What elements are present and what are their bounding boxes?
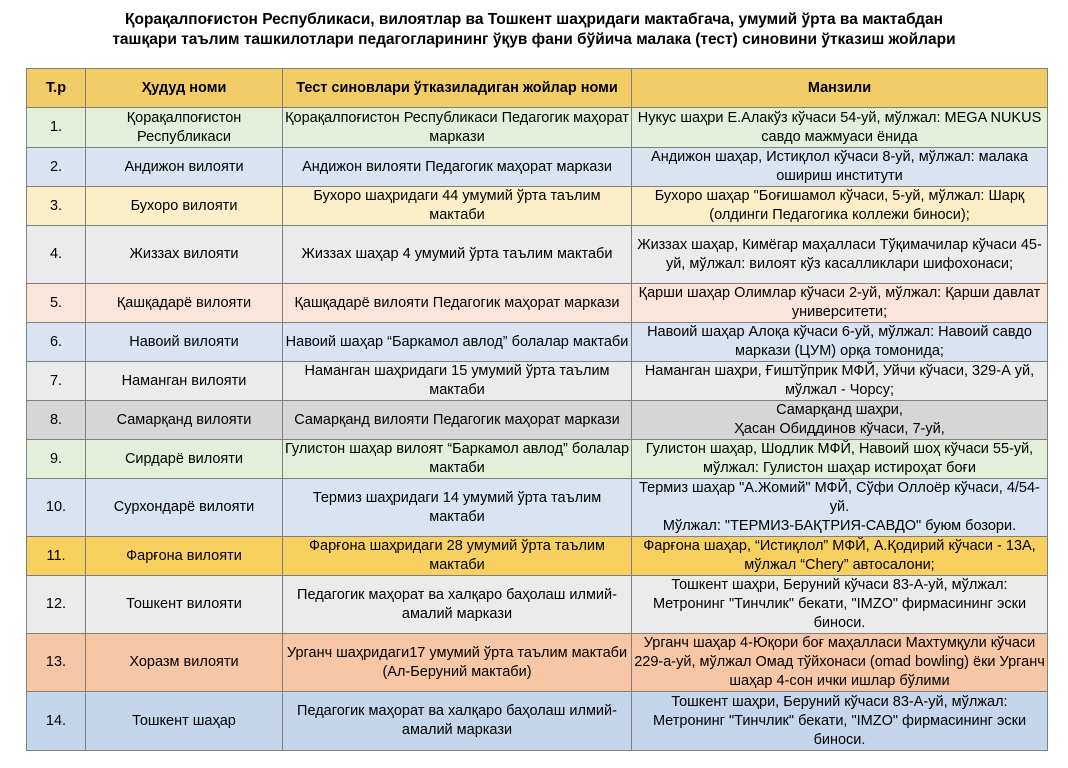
row-place: Педагогик маҳорат ва халқаро баҳолаш илмий-амалий маркази bbox=[283, 576, 632, 634]
row-place: Қашқадарё вилояти Педагогик маҳорат маркази bbox=[283, 284, 632, 323]
row-region: Навоий вилояти bbox=[86, 323, 283, 362]
row-number: 14. bbox=[27, 692, 86, 751]
row-number: 8. bbox=[27, 401, 86, 440]
table-row bbox=[27, 108, 1048, 148]
row-address: Навоий шаҳар Алоқа кўчаси 6-уй, мўлжал: Навоий савдо маркази (ЦУМ) орқа томонида; bbox=[632, 323, 1048, 362]
table-row bbox=[27, 226, 1048, 284]
table-row bbox=[27, 148, 1048, 187]
table-row bbox=[27, 479, 1048, 537]
row-region: Қорақалпоғистон Республикаси bbox=[86, 108, 283, 148]
table-row bbox=[27, 576, 1048, 634]
table-row bbox=[27, 692, 1048, 751]
document-title bbox=[0, 10, 1068, 50]
row-region: Қашқадарё вилояти bbox=[86, 284, 283, 323]
table-row bbox=[27, 187, 1048, 226]
table-row bbox=[27, 634, 1048, 692]
title-line-2: ташқари таълим ташкилотлари педагогларининг ўқув фани бўйича малака (тест) синовини ўтказиш жойлари bbox=[112, 31, 956, 48]
row-place: Жиззах шаҳар 4 умумий ўрта таълим мактаби bbox=[283, 226, 632, 284]
row-place: Андижон вилояти Педагогик маҳорат маркази bbox=[283, 148, 632, 187]
row-address: Тошкент шаҳри, Беруний кўчаси 83-А-уй, мўлжал: Метронинг "Тинчлик" бекати, "IMZO" фирмасининг эски биноси. bbox=[632, 692, 1048, 751]
row-region: Жиззах вилояти bbox=[86, 226, 283, 284]
row-address: Термиз шаҳар "А.Жомий" МФЙ, Сўфи Оллоёр кўчаси, 4/54-уй. Мўлжал: "ТЕРМИЗ-БАҚТРИЯ-САВДО" буюм бозори. bbox=[632, 479, 1048, 537]
row-number: 13. bbox=[27, 634, 86, 692]
row-number: 7. bbox=[27, 362, 86, 401]
table-row bbox=[27, 362, 1048, 401]
row-place: Бухоро шаҳридаги 44 умумий ўрта таълим мактаби bbox=[283, 187, 632, 226]
header-region: Ҳудуд номи bbox=[86, 69, 283, 108]
row-place: Гулистон шаҳар вилоят “Баркамол авлод” болалар мактаби bbox=[283, 440, 632, 479]
row-place: Педагогик маҳорат ва халқаро баҳолаш илмий-амалий маркази bbox=[283, 692, 632, 751]
row-place: Қорақалпоғистон Республикаси Педагогик маҳорат маркази bbox=[283, 108, 632, 148]
row-place: Урганч шаҳридаги17 умумий ўрта таълим мактаби (Ал-Беруний мактаби) bbox=[283, 634, 632, 692]
header-number: Т.р bbox=[27, 69, 86, 108]
row-address: Наманган шаҳри, Ғиштўприк МФЙ, Уйчи кўчаси, 329-А уй, мўлжал - Чорсу; bbox=[632, 362, 1048, 401]
header-place: Тест синовлари ўтказиладиган жойлар номи bbox=[283, 69, 632, 108]
row-place: Самарқанд вилояти Педагогик маҳорат маркази bbox=[283, 401, 632, 440]
table-row bbox=[27, 284, 1048, 323]
row-address: Гулистон шаҳар, Шодлик МФЙ, Навоий шоҳ кўчаси 55-уй, мўлжал: Гулистон шаҳар истироҳат боғи bbox=[632, 440, 1048, 479]
row-address: Нукус шаҳри Е.Алакўз кўчаси 54-уй, мўлжал: MEGA NUKUS савдо мажмуаси ёнида bbox=[632, 108, 1048, 148]
row-region: Хоразм вилояти bbox=[86, 634, 283, 692]
row-place: Наманган шаҳридаги 15 умумий ўрта таълим мактаби bbox=[283, 362, 632, 401]
row-place: Термиз шаҳридаги 14 умумий ўрта таълим мактаби bbox=[283, 479, 632, 537]
locations-table bbox=[26, 68, 1048, 751]
row-region: Бухоро вилояти bbox=[86, 187, 283, 226]
row-number: 6. bbox=[27, 323, 86, 362]
row-place: Фарғона шаҳридаги 28 умумий ўрта таълим мактаби bbox=[283, 537, 632, 576]
row-address: Андижон шаҳар, Истиқлол кўчаси 8-уй, мўлжал: малака ошириш институти bbox=[632, 148, 1048, 187]
row-region: Сурхондарё вилояти bbox=[86, 479, 283, 537]
table-row bbox=[27, 323, 1048, 362]
title-line-1: Қорақалпоғистон Республикаси, вилоятлар ва Тошкент шаҳридаги мактабгача, умумий ўрта ва мактабдан bbox=[125, 11, 943, 28]
row-place: Навоий шаҳар “Баркамол авлод” болалар мактаби bbox=[283, 323, 632, 362]
row-number: 1. bbox=[27, 108, 86, 148]
row-region: Фарғона вилояти bbox=[86, 537, 283, 576]
row-region: Самарқанд вилояти bbox=[86, 401, 283, 440]
row-address: Қарши шаҳар Олимлар кўчаси 2-уй, мўлжал: Қарши давлат университети; bbox=[632, 284, 1048, 323]
row-address: Фарғона шаҳар, “Истиқлол” МФЙ, А.Қодирий кўчаси - 13А, мўлжал “Chery” автосалони; bbox=[632, 537, 1048, 576]
row-number: 5. bbox=[27, 284, 86, 323]
row-number: 9. bbox=[27, 440, 86, 479]
table-row bbox=[27, 440, 1048, 479]
row-region: Наманган вилояти bbox=[86, 362, 283, 401]
row-number: 11. bbox=[27, 537, 86, 576]
header-address: Манзили bbox=[632, 69, 1048, 108]
table-row bbox=[27, 401, 1048, 440]
table-header-row bbox=[27, 69, 1048, 108]
row-address: Самарқанд шаҳри, Ҳасан Обиддинов кўчаси, 7-уй, bbox=[632, 401, 1048, 440]
table-row bbox=[27, 537, 1048, 576]
row-number: 4. bbox=[27, 226, 86, 284]
row-address: Тошкент шаҳри, Беруний кўчаси 83-А-уй, мўлжал: Метронинг "Тинчлик" бекати, "IMZO" фирмасининг эски биноси. bbox=[632, 576, 1048, 634]
row-region: Тошкент шаҳар bbox=[86, 692, 283, 751]
row-number: 10. bbox=[27, 479, 86, 537]
row-number: 12. bbox=[27, 576, 86, 634]
row-number: 3. bbox=[27, 187, 86, 226]
row-address: Бухоро шаҳар "Боғишамол кўчаси, 5-уй, мўлжал: Шарқ (олдинги Педагогика коллежи биноси); bbox=[632, 187, 1048, 226]
row-region: Сирдарё вилояти bbox=[86, 440, 283, 479]
row-address: Жиззах шаҳар, Кимёгар маҳалласи Тўқимачилар кўчаси 45-уй, мўлжал: вилоят кўз касалликлари шифохонаси; bbox=[632, 226, 1048, 284]
row-number: 2. bbox=[27, 148, 86, 187]
row-region: Андижон вилояти bbox=[86, 148, 283, 187]
row-address: Урганч шаҳар 4-Юқори боғ маҳалласи Махтумқули кўчаси 229-а-уй, мўлжал Омад тўйхонаси (omad bowling) ёки Урганч шаҳар 4-сон ички ишлар бўлими bbox=[632, 634, 1048, 692]
row-region: Тошкент вилояти bbox=[86, 576, 283, 634]
